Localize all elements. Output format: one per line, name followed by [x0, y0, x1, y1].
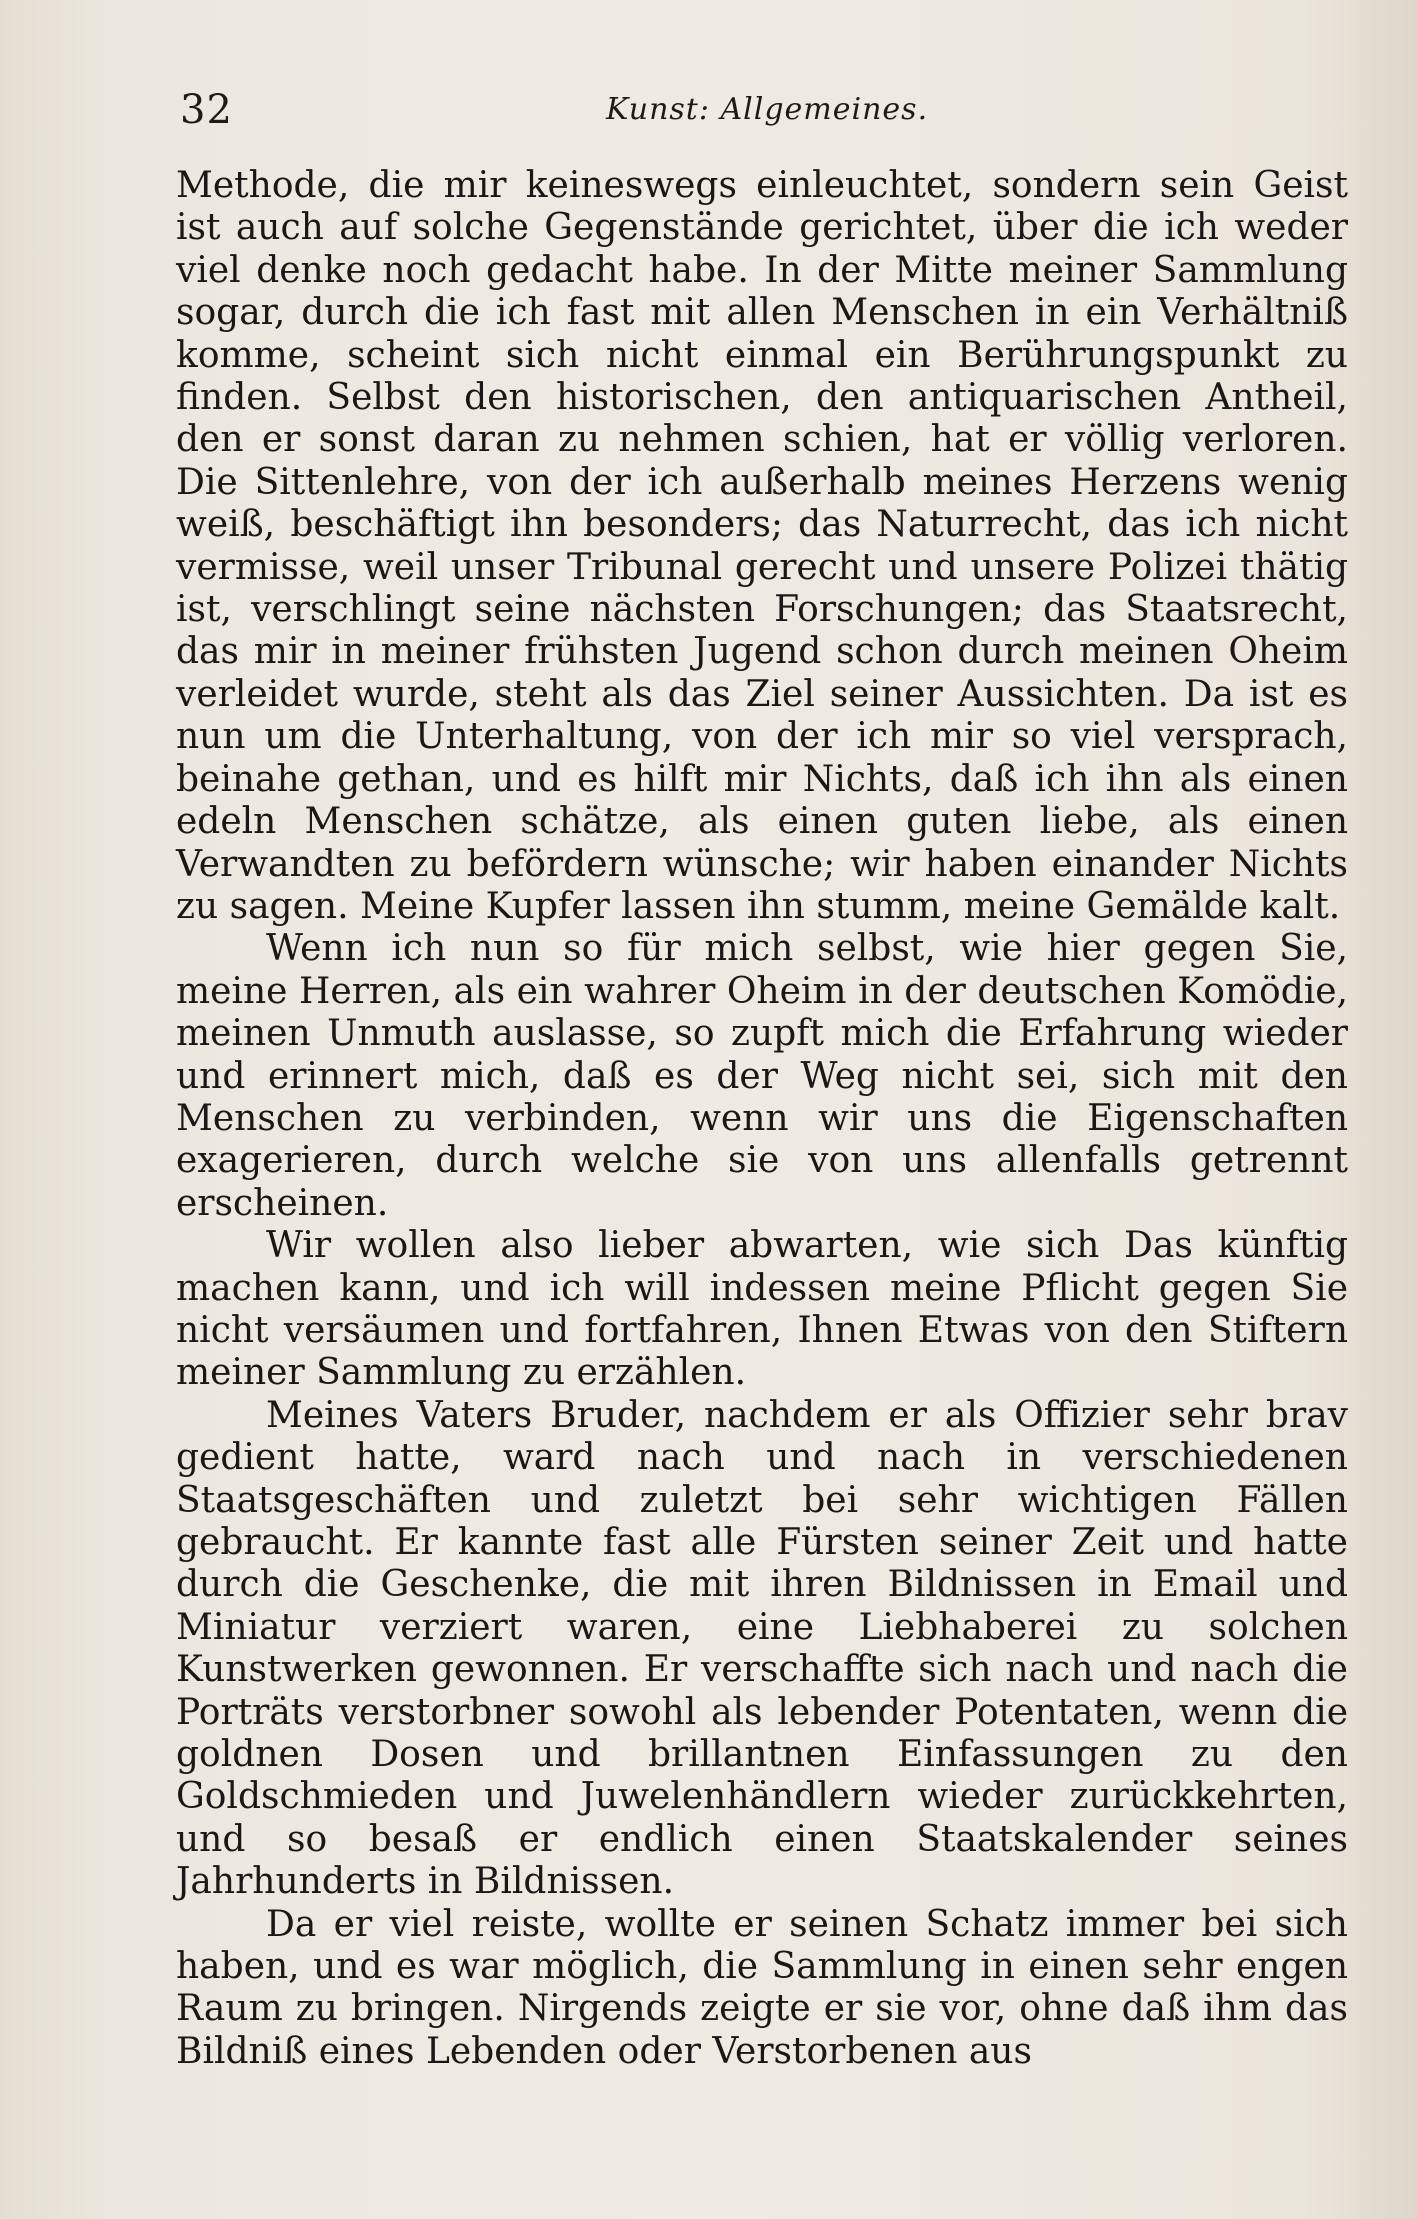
running-head: Kunst: Allgemeines. — [606, 92, 929, 127]
paragraph-1: Methode, die mir keineswegs einleuchtet, sondern sein Geist ist auch auf solche Gegenstände gerichtet, über die ich weder viel denke noch gedacht habe. In der Mitte meiner Sammlung sogar, durch die ich fast mit allen Menschen in ein Verhältniß komme, scheint sich nicht einmal ein Berührungspunkt zu finden. Selbst den historischen, den antiquarischen Antheil, den er sonst daran zu nehmen schien, hat er völlig verloren. Die Sittenlehre, von der ich außerhalb meines Herzens wenig weiß, beschäftigt ihn besonders; das Naturrecht, das ich nicht vermisse, weil unser Tribunal gerecht und unsere Polizei thätig ist, verschlingt seine nächsten Forschungen; das Staatsrecht, das mir in meiner frühsten Jugend schon durch meinen Oheim verleidet wurde, steht als das Ziel seiner Aussichten. Da ist es nun um die Unterhaltung, von der ich mir so viel versprach, beinahe gethan, und es hilft mir Nichts, daß ich ihn als einen edeln Menschen schätze, als einen guten liebe, als einen Verwandten zu befördern wünsche; wir haben einander Nichts zu sagen. Meine Kupfer lassen ihn stumm, meine Gemälde kalt. — [176, 165, 1348, 927]
page-header — [176, 88, 1356, 132]
paragraph-4: Meines Vaters Bruder, nachdem er als Offizier sehr brav gedient hatte, ward nach und nach in verschiedenen Staatsgeschäften und zuletzt bei sehr wichtigen Fällen gebraucht. Er kannte fast alle Fürsten seiner Zeit und hatte durch die Geschenke, die mit ihren Bildnissen in Email und Miniatur verziert waren, eine Liebhaberei zu solchen Kunstwerken gewonnen. Er verschaffte sich nach und nach die Porträts verstorbner sowohl als lebender Potentaten, wenn die goldnen Dosen und brillantnen Einfassungen zu den Goldschmieden und Juwelenhändlern wieder zurückkehrten, und so besaß er endlich einen Staatskalender seines Jahrhunderts in Bildnissen. — [176, 1394, 1348, 1903]
paragraph-2: Wenn ich nun so für mich selbst, wie hier gegen Sie, meine Herren, als ein wahrer Oheim in der deutschen Komödie, meinen Unmuth auslasse, so zupft mich die Erfahrung wieder und erinnert mich, daß es der Weg nicht sei, sich mit den Menschen zu verbinden, wenn wir uns die Eigenschaften exagerieren, durch welche sie von uns allenfalls getrennt erscheinen. — [176, 928, 1348, 1224]
body-text — [176, 165, 1348, 2073]
paragraph-5: Da er viel reiste, wollte er seinen Schatz immer bei sich haben, und es war möglich, die Sammlung in einen sehr engen Raum zu bringen. Nirgends zeigte er sie vor, ohne daß ihm das Bildniß eines Lebenden oder Verstorbenen aus — [176, 1903, 1348, 2072]
paragraph-3: Wir wollen also lieber abwarten, wie sich Das künftig machen kann, und ich will indessen meine Pflicht gegen Sie nicht versäumen und fortfahren, Ihnen Etwas von den Stiftern meiner Sammlung zu erzählen. — [176, 1225, 1348, 1394]
page-number: 32 — [180, 87, 233, 133]
